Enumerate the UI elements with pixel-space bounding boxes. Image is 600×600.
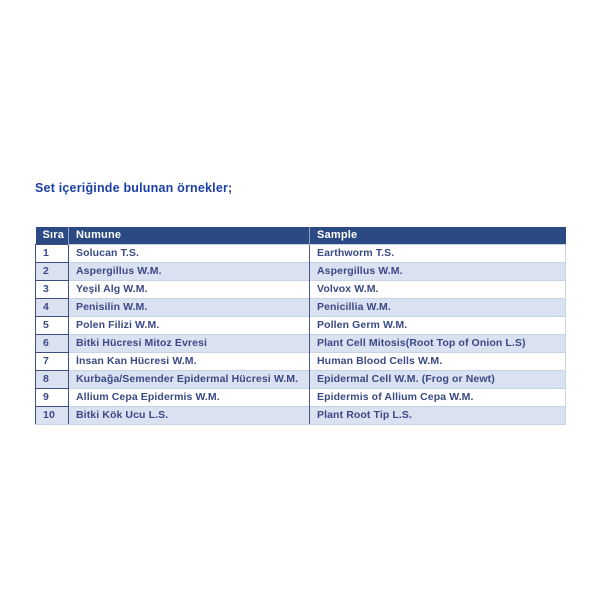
table-row [36, 298, 566, 316]
table-row [36, 334, 566, 352]
table-row [36, 370, 566, 388]
cell-sample: Penicillia W.M. [310, 298, 566, 316]
column-header-numune: Numune [69, 227, 310, 244]
cell-sample: Plant Cell Mitosis(Root Top of Onion L.S) [310, 334, 566, 352]
cell-numune: Aspergillus W.M. [69, 262, 310, 280]
cell-no: 4 [36, 298, 69, 316]
cell-sample: Epidermal Cell W.M. (Frog or Newt) [310, 370, 566, 388]
cell-numune: Polen Filizi W.M. [69, 316, 310, 334]
cell-no: 9 [36, 388, 69, 406]
cell-no: 5 [36, 316, 69, 334]
cell-no: 2 [36, 262, 69, 280]
table-row [36, 280, 566, 298]
cell-numune: İnsan Kan Hücresi W.M. [69, 352, 310, 370]
cell-numune: Allium Cepa Epidermis W.M. [69, 388, 310, 406]
cell-no: 6 [36, 334, 69, 352]
table-row [36, 388, 566, 406]
table-row [36, 406, 566, 424]
samples-table [35, 227, 566, 425]
cell-numune: Solucan T.S. [69, 244, 310, 262]
cell-sample: Earthworm T.S. [310, 244, 566, 262]
table-row [36, 244, 566, 262]
cell-sample: Human Blood Cells W.M. [310, 352, 566, 370]
cell-no: 10 [36, 406, 69, 424]
cell-no: 7 [36, 352, 69, 370]
column-header-sample: Sample [310, 227, 566, 244]
cell-sample: Epidermis of Allium Cepa W.M. [310, 388, 566, 406]
cell-sample: Pollen Germ W.M. [310, 316, 566, 334]
cell-no: 8 [36, 370, 69, 388]
table-header-row [36, 227, 566, 244]
page-title: Set içeriğinde bulunan örnekler; [35, 181, 233, 195]
cell-sample: Plant Root Tip L.S. [310, 406, 566, 424]
column-header-sira: Sıra [36, 227, 69, 244]
cell-numune: Bitki Hücresi Mitoz Evresi [69, 334, 310, 352]
cell-sample: Aspergillus W.M. [310, 262, 566, 280]
cell-sample: Volvox W.M. [310, 280, 566, 298]
samples-table-body [36, 244, 566, 424]
table-row [36, 262, 566, 280]
cell-numune: Kurbağa/Semender Epidermal Hücresi W.M. [69, 370, 310, 388]
table-row [36, 316, 566, 334]
table-row [36, 352, 566, 370]
cell-no: 3 [36, 280, 69, 298]
cell-no: 1 [36, 244, 69, 262]
cell-numune: Bitki Kök Ucu L.S. [69, 406, 310, 424]
cell-numune: Yeşil Alg W.M. [69, 280, 310, 298]
cell-numune: Penisilin W.M. [69, 298, 310, 316]
